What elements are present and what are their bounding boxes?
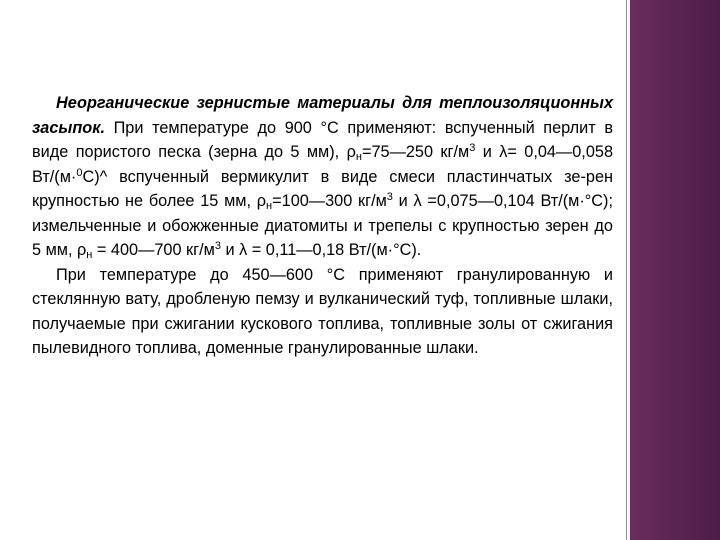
text-segment: = 400—700 кг/м bbox=[92, 241, 215, 259]
paragraph-low-temperature: При температуре до 450—600 °С применяют гранулированную и стеклянную вату, дробленую пемзу и вулканический туф, топливные шлаки, получаемые при сжигании кускового топлива, топливные золы от сжигания пылевидного топлива, доменные гранулированные шлаки. bbox=[32, 265, 613, 357]
text-segment: =75—250 кг/м bbox=[361, 143, 470, 161]
text-segment: и λ= 0,04—0,058 Вт/(м· bbox=[32, 143, 613, 186]
text-segment: =100—300 кг/м bbox=[272, 192, 387, 210]
body-text bbox=[32, 91, 613, 361]
text-segment: и λ = 0,11—0,18 Вт/(м·°С). bbox=[220, 241, 422, 259]
superscript: 3 bbox=[469, 142, 476, 154]
accent-divider bbox=[626, 0, 627, 540]
superscript: 0 bbox=[76, 166, 83, 179]
superscript: 3 bbox=[214, 240, 221, 252]
paragraph-heading: Неорганические зернистые материалы для теплоизоляционных засыпок. bbox=[32, 94, 613, 137]
superscript: 3 bbox=[386, 191, 393, 203]
subscript: н bbox=[266, 200, 273, 212]
text-segment: С)^ вспученный вермикулит в виде смеси пластинчатых зе-рен крупностью не более 15 мм, ρ bbox=[32, 167, 613, 210]
subscript: н bbox=[355, 151, 362, 163]
text-segment: и λ =0,075—0,104 Вт/(м·°С); измельченные и обожженные диатомиты и трепелы с крупностью зерен до 5 мм, ρ bbox=[32, 192, 613, 259]
subscript: н bbox=[86, 249, 93, 261]
text-segment: При температуре до 900 °С применяют: вспученный перлит в виде пористого песка (зерна до 5 мм), ρ bbox=[32, 118, 613, 161]
paragraph-granular-materials bbox=[32, 91, 613, 263]
accent-panel bbox=[630, 0, 720, 540]
